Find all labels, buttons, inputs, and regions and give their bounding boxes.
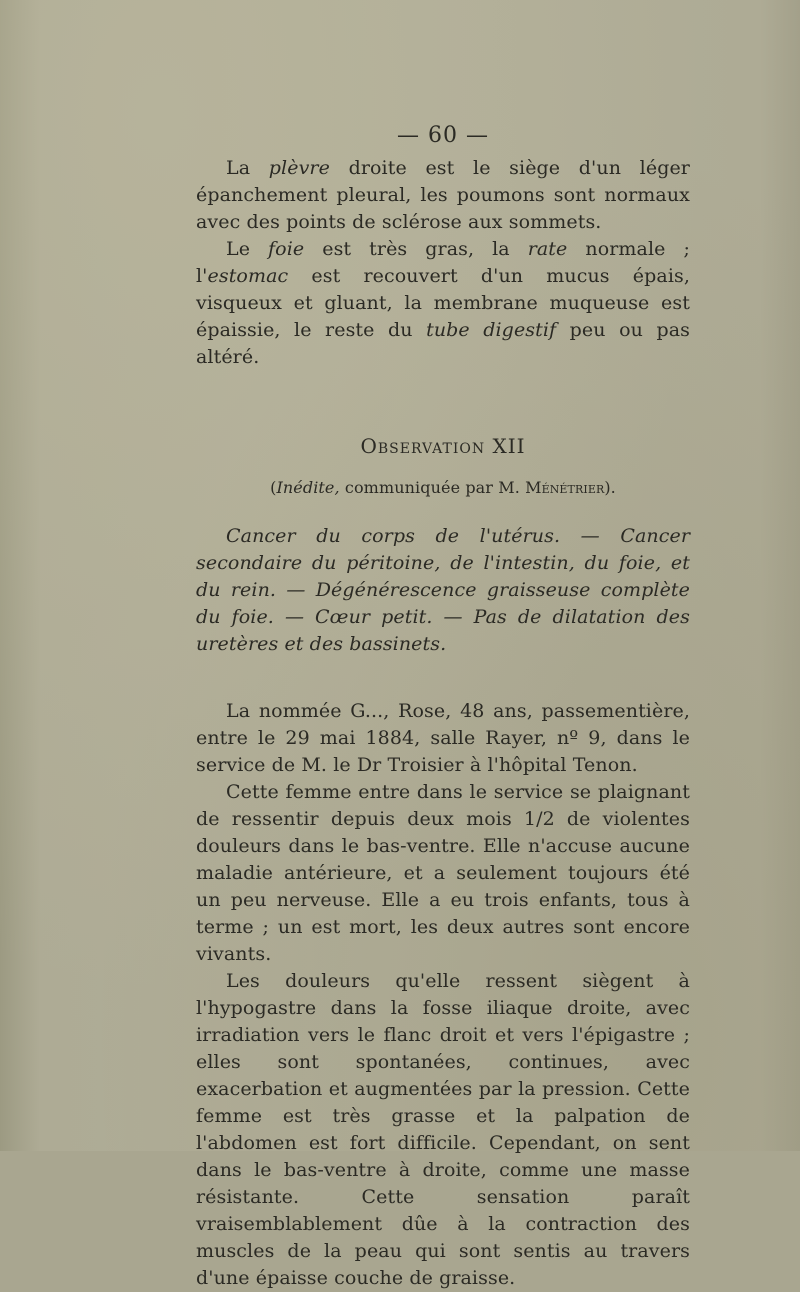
term-foie: foie — [268, 238, 305, 260]
term-rate: rate — [527, 238, 568, 260]
page-number: — 60 — — [397, 123, 489, 148]
observation-summary: Cancer du corps de l'utérus. — Cancer secondaire du péritoine, de l'intestin, du foie, et du rein. — Dégénérescence graisseuse complète du foie. — Cœur petit. — Pas de dilatation des uretères et des bassinets. — [196, 525, 690, 655]
text-run: La — [226, 157, 269, 179]
paragraph-foie — [196, 236, 690, 371]
text-run: ). — [604, 478, 616, 497]
body-paragraph-3: Les douleurs qu'elle ressent siègent à l'hypogastre dans la fosse iliaque droite, avec irradiation vers le flanc droit et vers l'épigastre ; elles sont spontanées, continues, avec exacerbation et augmentées par la pression. Cette femme est très grasse et la palpation de l'abdomen est fort difficile. Cependant, on sent dans le bas-ventre à droite, comme une masse résistante. Cette sensation paraît vraisemblablement dûe à la contraction des muscles de la peau qui sont sentis au travers d'une épaisse couche de graisse. — [196, 970, 690, 1289]
page-text — [196, 122, 690, 1292]
text-run: normale ; l' — [196, 238, 690, 287]
body-paragraph-2: Cette femme entre dans le service se plaignant de ressentir depuis deux mois 1/2 de violentes douleurs dans le bas-ventre. Elle n'accuse aucune maladie antérieure, et a seulement toujours été un peu nerveuse. Elle a eu trois enfants, tous à terme ; un est mort, les deux autres sont encore vivants. — [196, 781, 690, 965]
term-tube-digestif: tube digestif — [426, 319, 557, 341]
text-run: est très gras, la — [304, 238, 528, 260]
author-name: Ménétrier — [525, 478, 605, 497]
observation-source — [196, 474, 690, 501]
text-run: Le — [226, 238, 269, 260]
term-plevre: plèvre — [268, 157, 330, 179]
body-paragraph-1: La nommée G..., Rose, 48 ans, passementière, entre le 29 mai 1884, salle Rayer, nº 9, dans le service de M. le Dr Troisier à l'hôpital Tenon. — [196, 700, 690, 776]
text-run: communiquée par M. — [339, 478, 526, 497]
text-run: ( — [270, 478, 277, 497]
text-run: peu ou pas altéré. — [196, 319, 690, 368]
observation-title: Observation XII — [360, 434, 526, 458]
text-run: est recouvert d'un mucus épais, visqueux et gluant, la membrane muqueuse est épaissie, le reste du — [196, 265, 690, 341]
text-run: Inédite, — [276, 478, 340, 497]
paragraph-plevre — [196, 155, 690, 236]
term-estomac: estomac — [207, 265, 289, 287]
text-run: droite est le siège d'un léger épanchement pleural, les poumons sont normaux avec des points de sclérose aux sommets. — [196, 157, 690, 233]
